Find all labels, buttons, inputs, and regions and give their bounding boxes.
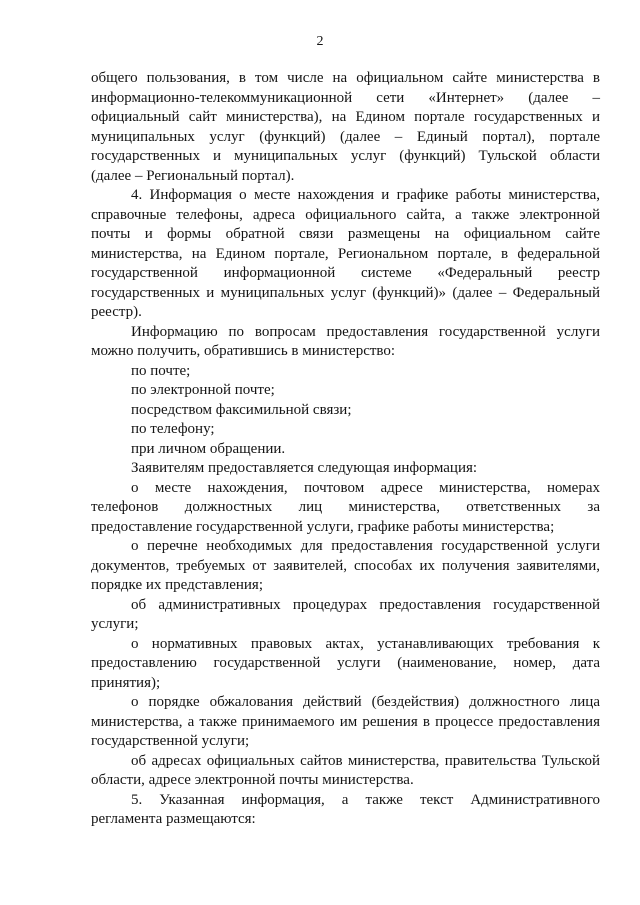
text-line: государственных и муниципальных услуг (функций)» (далее – Федеральный	[91, 284, 600, 301]
text-line: информационно-телекоммуникационной сети «Интернет» (далее –	[91, 89, 600, 106]
text-line: о порядке обжалования действий (бездействия) должностного лица	[131, 694, 600, 710]
text-line: реестр).	[91, 304, 142, 320]
text-line: министерства, а также принимаемого им решения в процессе предоставления	[91, 713, 600, 730]
text-line: справочные телефоны, адреса официального сайта, а также электронной	[91, 206, 600, 223]
text-line: 5. Указанная информация, а также текст Административного	[131, 791, 600, 808]
text-line: по электронной почте;	[131, 382, 275, 398]
text-line: официальный сайт министерства), на Едином портале государственных и	[91, 109, 600, 125]
text-line: по телефону;	[131, 421, 215, 437]
text-line: предоставлению государственной услуги (наименование, номер, дата	[91, 655, 600, 671]
text-line: о месте нахождения, почтовом адресе министерства, номерах	[131, 479, 600, 496]
text-line: об административных процедурах предоставления государственной	[131, 596, 600, 613]
text-line: регламента размещаются:	[91, 811, 256, 827]
text-line: при личном обращении.	[131, 440, 286, 457]
text-line: телефонов должностных лиц министерства, ответственных за	[91, 499, 600, 515]
text-line: посредством факсимильной связи;	[131, 401, 352, 418]
text-line: об адресах официальных сайтов министерства, правительства Тульской	[131, 752, 600, 769]
text-line: 4. Информация о месте нахождения и графике работы министерства,	[131, 187, 600, 203]
document-body	[91, 69, 600, 830]
text-line: государственной информационной системе «Федеральный реестр	[91, 265, 600, 281]
text-line: области, адресе электронной почты министерства.	[91, 772, 414, 788]
text-line: государственных и муниципальных услуг (функций) Тульской области	[91, 148, 600, 164]
text-line: о нормативных правовых актах, устанавливающих требования к	[131, 635, 600, 652]
page-number: 2	[316, 34, 324, 49]
text-line: государственной услуги;	[91, 733, 250, 749]
text-line: предоставление государственной услуги, графике работы министерства;	[91, 518, 555, 535]
text-line: можно получить, обратившись в министерство:	[91, 343, 396, 359]
text-line: (далее – Региональный портал).	[91, 167, 295, 184]
text-line: министерства, на Едином портале, Региональном портале, в федеральной	[91, 245, 600, 262]
text-line: муниципальных услуг (функций) (далее – Единый портал), портале	[91, 128, 600, 145]
text-line: о перечне необходимых для предоставления государственной услуги	[131, 538, 600, 554]
text-line: Информацию по вопросам предоставления государственной услуги	[131, 323, 600, 340]
text-line: принятия);	[91, 674, 161, 691]
text-line: порядке их представления;	[91, 577, 263, 593]
text-line: по почте;	[131, 362, 191, 379]
text-line: общего пользования, в том числе на официальном сайте министерства в	[91, 70, 600, 86]
text-line: услуги;	[91, 616, 139, 632]
text-line: документов, требуемых от заявителей, способах их получения заявителями,	[91, 557, 600, 574]
text-line: Заявителям предоставляется следующая информация:	[131, 460, 478, 476]
text-line: почты и формы обратной связи размещены на официальном сайте	[91, 226, 600, 242]
